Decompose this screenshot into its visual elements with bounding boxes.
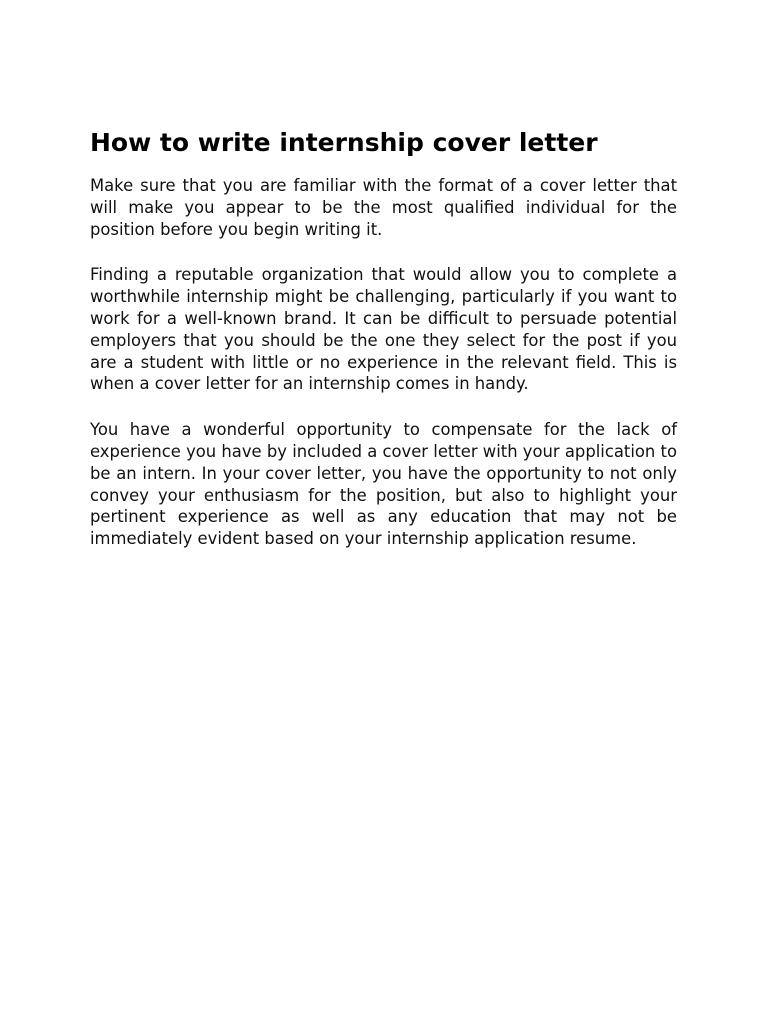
document-body xyxy=(90,127,677,574)
paragraph-finding-organization: Finding a reputable organization that would allow you to complete a worthwhile internship might be challenging, particularly if you want to work for a well-known brand. It can be difficult to persuade potential employers that you should be the one they select for the post if you are a student with little or no experience in the relevant field. This is when a cover letter for an internship comes in handy. xyxy=(90,265,677,394)
paragraph-format-intro: Make sure that you are familiar with the format of a cover letter that will make you appear to be the most qualified individual for the position before you begin writing it. xyxy=(90,176,677,239)
paragraph-opportunity: You have a wonderful opportunity to compensate for the lack of experience you have by included a cover letter with your application to be an intern. In your cover letter, you have the opportunity to not only convey your enthusiasm for the position, but also to highlight your pertinent experience as well as any education that may not be immediately evident based on your internship application resume. xyxy=(90,420,677,549)
document-title: How to write internship cover letter xyxy=(90,128,598,157)
